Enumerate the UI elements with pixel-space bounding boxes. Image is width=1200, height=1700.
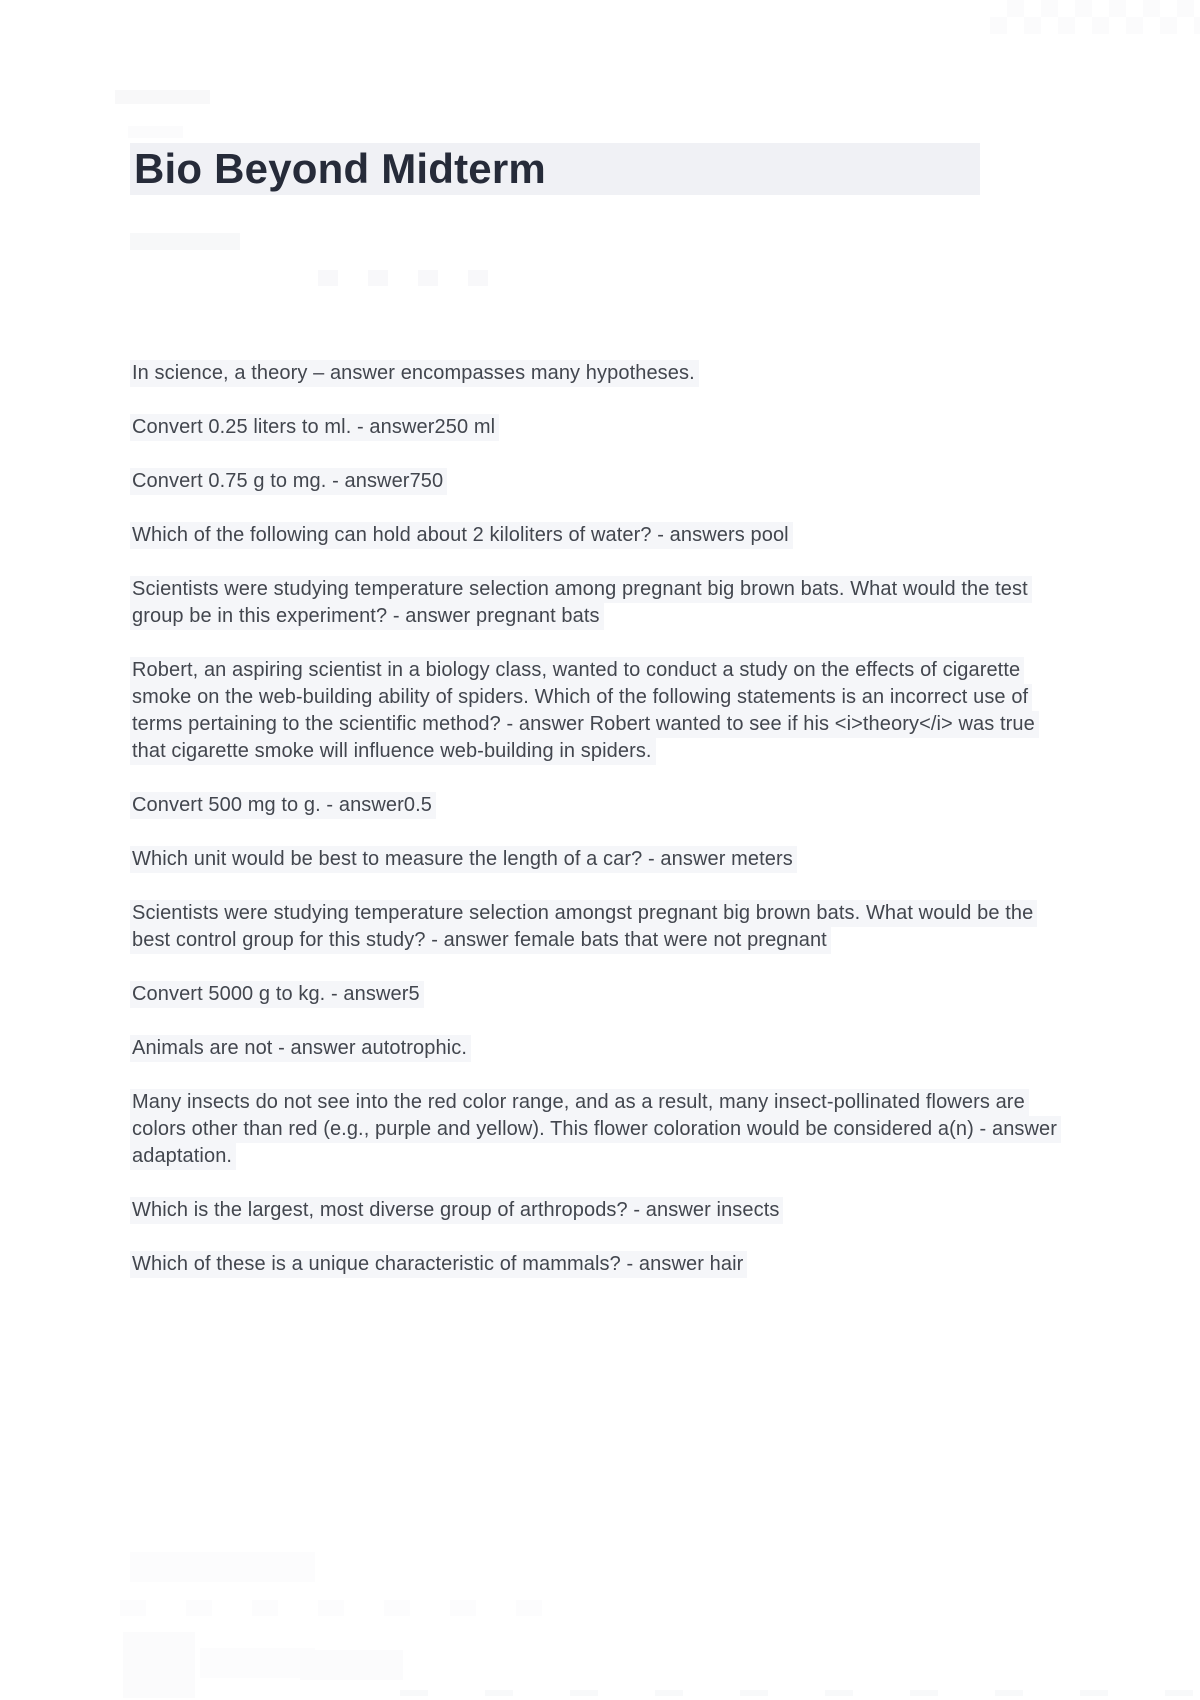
qa-text: Scientists were studying temperature selection amongst pregnant big brown bats. What would be the best control group for this study? - answer female bats that were not pregnant (130, 900, 1037, 954)
qa-paragraph-11 (130, 1035, 1070, 1062)
document-body (130, 360, 1070, 1305)
qa-paragraph-6 (130, 657, 1070, 765)
qa-text: Scientists were studying temperature selection among pregnant big brown bats. What would the test group be in this experiment? - answer pregnant bats (130, 576, 1032, 630)
qa-paragraph-12 (130, 1089, 1070, 1170)
qa-text: Convert 5000 g to kg. - answer5 (130, 981, 424, 1008)
faded-artifact (130, 1552, 315, 1582)
qa-text: Convert 0.25 liters to ml. - answer250 ml (130, 414, 499, 441)
qa-paragraph-8 (130, 846, 1070, 873)
faded-artifact-checkerboard (990, 0, 1200, 34)
qa-text: Robert, an aspiring scientist in a biology class, wanted to conduct a study on the effects of cigarette smoke on the web-building ability of spiders. Which of the following statements is an incorrect use of terms pertaining to the scientific method? - answer Robert wanted to see if his <i>theory</i> was true that cigarette smoke will influence web-building in spiders. (130, 657, 1039, 765)
faded-artifact (130, 233, 240, 250)
faded-artifact (400, 1690, 1200, 1696)
qa-paragraph-14 (130, 1251, 1070, 1278)
qa-text: Convert 500 mg to g. - answer0.5 (130, 792, 436, 819)
faded-artifact (300, 1650, 403, 1680)
qa-text: Convert 0.75 g to mg. - answer750 (130, 468, 447, 495)
qa-paragraph-1 (130, 360, 1070, 387)
faded-artifact (120, 1600, 560, 1616)
qa-paragraph-5 (130, 576, 1070, 630)
qa-paragraph-4 (130, 522, 1070, 549)
page-title: Bio Beyond Midterm (134, 145, 546, 192)
title-band (130, 143, 980, 195)
faded-artifact (128, 126, 183, 138)
qa-paragraph-3 (130, 468, 1070, 495)
qa-text: In science, a theory – answer encompasses many hypotheses. (130, 360, 699, 387)
faded-artifact (115, 90, 210, 104)
qa-paragraph-7 (130, 792, 1070, 819)
qa-text: Which unit would be best to measure the length of a car? - answer meters (130, 846, 797, 873)
qa-paragraph-9 (130, 900, 1070, 954)
qa-paragraph-10 (130, 981, 1070, 1008)
faded-artifact (318, 270, 490, 286)
qa-text: Which of these is a unique characteristic of mammals? - answer hair (130, 1251, 747, 1278)
qa-text: Which is the largest, most diverse group of arthropods? - answer insects (130, 1197, 783, 1224)
qa-paragraph-2 (130, 414, 1070, 441)
qa-text: Many insects do not see into the red color range, and as a result, many insect-pollinated flowers are colors other than red (e.g., purple and yellow). This flower coloration would be considered a(n) - answer adaptation. (130, 1089, 1061, 1170)
qa-text: Animals are not - answer autotrophic. (130, 1035, 471, 1062)
faded-artifact (123, 1632, 195, 1698)
qa-text: Which of the following can hold about 2 kiloliters of water? - answers pool (130, 522, 793, 549)
faded-artifact (200, 1648, 315, 1678)
qa-paragraph-13 (130, 1197, 1070, 1224)
